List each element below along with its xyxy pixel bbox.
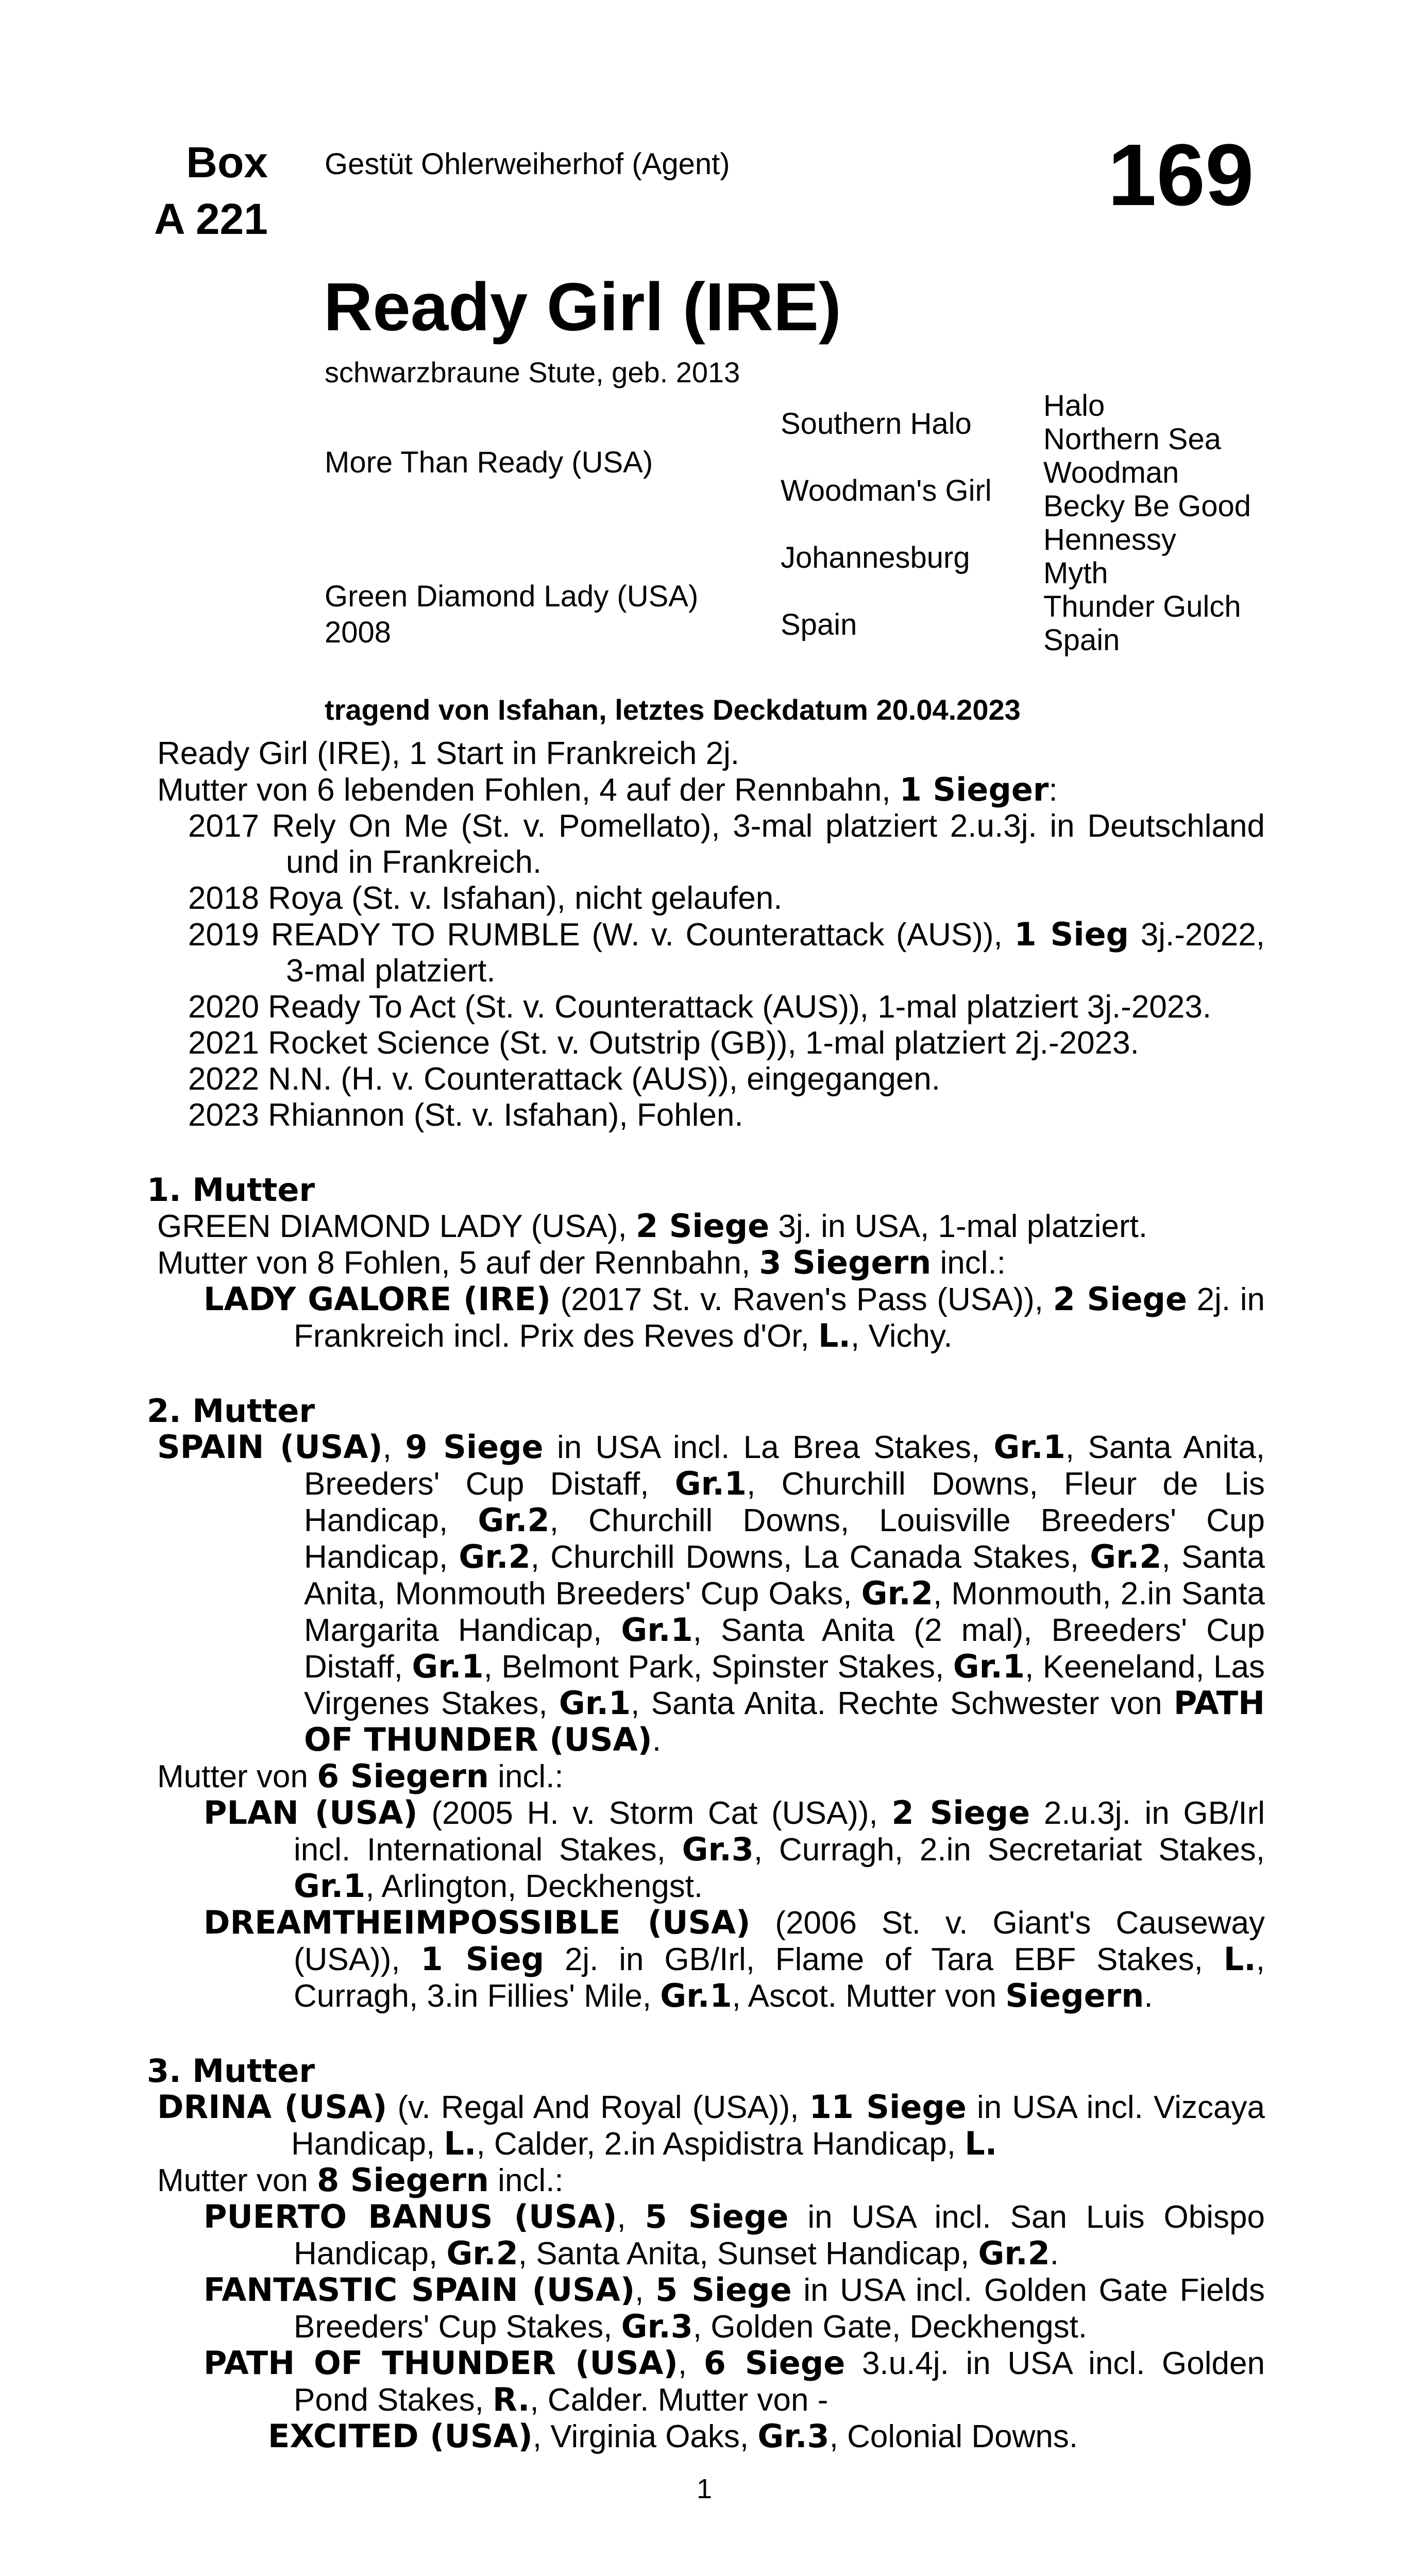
first-dam-produce-line: Mutter von 8 Fohlen, 5 auf der Rennbahn, 3 Siegern incl.:: [157, 1244, 1006, 1281]
third-dam-winner: PATH OF THUNDER (USA), 6 Siege 3.u.4j. in USA incl. Golden Pond Stakes, R., Calder. Mutter von -: [204, 2344, 1265, 2418]
pedigree-ggp-7: Thunder Gulch: [1043, 590, 1241, 623]
pedigree-granddam-maternal: Spain: [781, 608, 857, 641]
intro-line: Ready Girl (IRE), 1 Start in Frankreich 2j.: [157, 736, 740, 771]
pedigree-sire: More Than Ready (USA): [325, 446, 653, 479]
pedigree-dam-year: 2008: [325, 616, 392, 649]
first-dam-winner: LADY GALORE (IRE) (2017 St. v. Raven's Pass (USA)), 2 Siege 2j. in Frankreich incl. Prix des Reves d'Or, L., Vichy.: [204, 1280, 1265, 1354]
third-dam-winner: PUERTO BANUS (USA), 5 Siege in USA incl. San Luis Obispo Handicap, Gr.2, Santa Anita, Sunset Handicap, Gr.2.: [204, 2198, 1265, 2272]
pedigree-granddam-paternal: Woodman's Girl: [781, 474, 992, 507]
pedigree-ggp-6: Myth: [1043, 556, 1108, 590]
pedigree-ggp-8: Spain: [1043, 623, 1120, 657]
offspring-item: 2022 N.N. (H. v. Counterattack (AUS)), eingegangen.: [188, 1061, 941, 1097]
third-dam-winner: FANTASTIC SPAIN (USA), 5 Siege in USA incl. Golden Gate Fields Breeders' Cup Stakes, Gr.3, Golden Gate, Deckhengst.: [204, 2271, 1265, 2345]
lot-number: 169: [1108, 126, 1254, 224]
intro-produce-line: Mutter von 6 lebenden Fohlen, 4 auf der Rennbahn, 1 Sieger:: [157, 771, 1058, 808]
pedigree-grandsire-maternal: Johannesburg: [781, 541, 970, 574]
horse-description: schwarzbraune Stute, geb. 2013: [325, 356, 740, 388]
first-dam-line: GREEN DIAMOND LADY (USA), 2 Siege 3j. in USA, 1-mal platziert.: [157, 1207, 1148, 1245]
produce-record: [147, 736, 1265, 2455]
offspring-item: 2019 READY TO RUMBLE (W. v. Counterattack (AUS)), 1 Sieg 3j.-2022, 3-mal platziert.: [188, 916, 1265, 989]
first-dam-heading: 1. Mutter: [147, 1171, 315, 1209]
offspring-item: 2020 Ready To Act (St. v. Counterattack (AUS)), 1-mal platziert 3j.-2023.: [188, 989, 1212, 1025]
pedigree-ggp-4: Becky Be Good: [1043, 489, 1251, 523]
pedigree-ggp-1: Halo: [1043, 389, 1105, 422]
second-dam-winner: DREAMTHEIMPOSSIBLE (USA) (2006 St. v. Giant's Causeway (USA)), 1 Sieg 2j. in GB/Irl, Flame of Tara EBF Stakes, L., Curragh, 3.in Fillies' Mile, Gr.1, Ascot. Mutter von Siegern.: [204, 1904, 1265, 2014]
offspring-item: 2021 Rocket Science (St. v. Outstrip (GB)), 1-mal platziert 2j.-2023.: [188, 1025, 1139, 1061]
third-dam-heading: 3. Mutter: [147, 2052, 315, 2090]
box-label: Box: [186, 138, 268, 187]
covering-note: tragend von Isfahan, letztes Deckdatum 20.04.2023: [325, 693, 1021, 726]
agent-name: Gestüt Ohlerweiherhof (Agent): [325, 147, 730, 181]
offspring-item: 2023 Rhiannon (St. v. Isfahan), Fohlen.: [188, 1097, 743, 1133]
box-number: A 221: [154, 195, 268, 243]
page-number: 1: [697, 2473, 713, 2504]
offspring-item: 2017 Rely On Me (St. v. Pomellato), 3-mal platziert 2.u.3j. in Deutschland und in Frankreich.: [188, 808, 1265, 880]
second-dam-winner: PLAN (USA) (2005 H. v. Storm Cat (USA)), 2 Siege 2.u.3j. in GB/Irl incl. International Stakes, Gr.3, Curragh, 2.in Secretariat Stakes, Gr.1, Arlington, Deckhengst.: [204, 1794, 1265, 1905]
pedigree-ggp-2: Northern Sea: [1043, 422, 1221, 456]
second-dam-produce-line: Mutter von 6 Siegern incl.:: [157, 1757, 564, 1795]
second-dam-record: SPAIN (USA), 9 Siege in USA incl. La Brea Stakes, Gr.1, Santa Anita, Breeders' Cup Distaff, Gr.1, Churchill Downs, Fleur de Lis Handicap, Gr.2, Churchill Downs, Louisville Breeders' Cup Handicap, Gr.2, Churchill Downs, La Canada Stakes, Gr.2, Santa Anita, Monmouth Breeders' Cup Oaks, Gr.2, Monmouth, 2.in Santa Margarita Handicap, Gr.1, Santa Anita (2 mal), Breeders' Cup Distaff, Gr.1, Belmont Park, Spinster Stakes, Gr.1, Keeneland, Las Virgenes Stakes, Gr.1, Santa Anita. Rechte Schwester von PATH OF THUNDER (USA).: [157, 1428, 1265, 1758]
pedigree-grandsire-paternal: Southern Halo: [781, 407, 972, 440]
third-dam-produce-line: Mutter von 8 Siegern incl.:: [157, 2161, 564, 2199]
second-dam-heading: 2. Mutter: [147, 1392, 315, 1430]
pedigree-ggp-5: Hennessy: [1043, 523, 1176, 556]
third-dam-grand-winner: EXCITED (USA), Virginia Oaks, Gr.3, Colonial Downs.: [268, 2417, 1078, 2455]
pedigree-dam: Green Diamond Lady (USA): [325, 580, 699, 613]
third-dam-record: DRINA (USA) (v. Regal And Royal (USA)), 11 Siege in USA incl. Vizcaya Handicap, L., Calder, 2.in Aspidistra Handicap, L.: [157, 2088, 1265, 2162]
horse-name: Ready Girl (IRE): [324, 269, 841, 345]
pedigree-ggp-3: Woodman: [1043, 456, 1179, 489]
offspring-item: 2018 Roya (St. v. Isfahan), nicht gelaufen.: [188, 880, 783, 916]
